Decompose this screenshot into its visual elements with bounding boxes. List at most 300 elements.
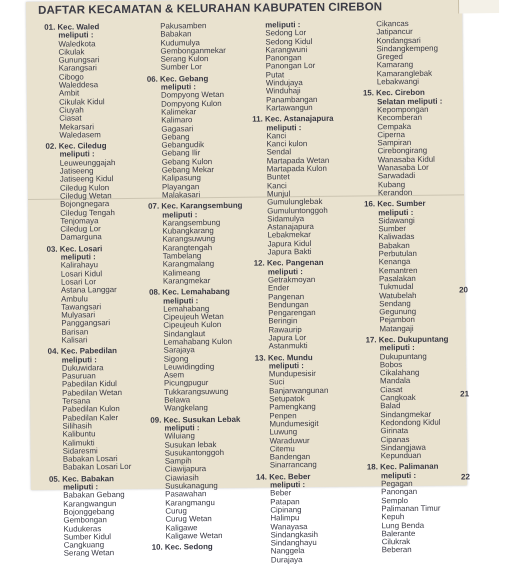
kelurahan-item: Cipeujeuh Wetan bbox=[163, 312, 224, 322]
kelurahan-item: Sedong Kidul bbox=[265, 36, 313, 47]
kelurahan-item: Pasuruan bbox=[61, 371, 96, 381]
kelurahan-item: Winduhaji bbox=[265, 86, 301, 96]
kelurahan-item: Kepuh bbox=[381, 512, 405, 522]
kelurahan-item: Kanci kulon bbox=[266, 139, 308, 149]
column-1 bbox=[44, 23, 154, 562]
kelurahan-item: Leuweunggajah bbox=[59, 157, 116, 168]
kecamatan-name: Kec. Pangenan bbox=[266, 258, 324, 268]
kelurahan-item: Sedong Lor bbox=[265, 28, 307, 38]
kelurahan-item: Ciperna bbox=[377, 129, 406, 140]
kelurahan-item: Serang Wetan bbox=[63, 548, 115, 559]
kecamatan-name: Kec. Babakan bbox=[62, 473, 114, 484]
kelurahan-item: Dompyong Kulon bbox=[161, 98, 222, 109]
kelurahan-item: Kudukeras bbox=[63, 523, 102, 534]
kelurahan-item: Waraduwur bbox=[269, 435, 310, 446]
kelurahan-item: Serang Kulon bbox=[160, 54, 209, 64]
kelurahan-item: Gumulunglebak bbox=[267, 197, 323, 207]
kecamatan-number: 04. bbox=[47, 346, 59, 357]
kelurahan-item: Kenanga bbox=[378, 257, 411, 267]
kelurahan-item: Susukantonggoh bbox=[164, 447, 225, 458]
kelurahan-item: Penpen bbox=[269, 410, 297, 421]
kelurahan-item: Sumber Lor bbox=[160, 62, 202, 73]
kelurahan-item: Kamarang bbox=[376, 60, 414, 70]
document-title: DAFTAR KECAMATAN & KELURAHAN KABUPATEN CIREBON bbox=[38, 1, 383, 17]
kelurahan-item: Sidawangi bbox=[378, 215, 415, 226]
kecamatan-number: 06. bbox=[146, 74, 158, 84]
kelurahan-item: Karangsari bbox=[58, 63, 97, 74]
kelurahan-item: Kalipasung bbox=[161, 173, 201, 183]
kelurahan-item: Mulyasari bbox=[61, 310, 96, 320]
kelurahan-item: Cempaka bbox=[377, 121, 412, 131]
kecamatan-name: Kec. Waled bbox=[57, 22, 100, 32]
kelurahan-item: Ciawiasih bbox=[164, 472, 199, 483]
kelurahan-item: Cikulak Kidul bbox=[59, 96, 105, 107]
kecamatan-number: 07. bbox=[148, 201, 160, 211]
kelurahan-item: Malakasari bbox=[161, 190, 201, 200]
kelurahan-item: Gebangudik bbox=[161, 140, 205, 150]
kelurahan-item: Jatiseeng bbox=[59, 166, 94, 176]
kelurahan-item: Jatipancur bbox=[376, 27, 413, 37]
kelurahan-item: Babakan bbox=[378, 240, 410, 251]
kelurahan-item: Citemu bbox=[269, 444, 295, 454]
kelurahan-item: Kepompongan bbox=[377, 104, 429, 115]
kecamatan-number: 03. bbox=[46, 244, 58, 254]
meliputi-label: meliputi : bbox=[270, 480, 306, 490]
kelurahan-item: Cikancas bbox=[376, 18, 409, 29]
kelurahan-item: Getrakmoyan bbox=[267, 274, 316, 285]
meliputi-label: meliputi : bbox=[268, 360, 304, 371]
kelurahan-item: Panggangsari bbox=[61, 318, 111, 329]
kelurahan-item: Gebang Ilir bbox=[161, 148, 201, 159]
kelurahan-item: Kartawangun bbox=[266, 102, 313, 113]
kelurahan-item: Nanggela bbox=[270, 546, 305, 556]
kecamatan-number: 11. bbox=[252, 114, 263, 124]
kelurahan-item: Sigong bbox=[163, 353, 189, 364]
kecamatan-entry bbox=[147, 74, 256, 200]
kelurahan-item: Setupatok bbox=[269, 394, 305, 404]
kelurahan-item: Lemahabang Kulon bbox=[163, 336, 233, 347]
kelurahan-item: Pejambon bbox=[379, 315, 415, 325]
kelurahan-item: Gembongan bbox=[63, 515, 107, 525]
kelurahan-item: Palimanan Timur bbox=[381, 503, 441, 514]
kelurahan-item: Sampih bbox=[164, 456, 192, 466]
meliputi-label: meliputi : bbox=[164, 423, 200, 433]
kelurahan-item: Putat bbox=[265, 70, 285, 80]
kelurahan-item: Kaliwadas bbox=[378, 232, 415, 242]
kelurahan-item: Ciuyah bbox=[59, 105, 84, 115]
kelurahan-item: Cibogo bbox=[58, 72, 84, 82]
column-3 bbox=[251, 21, 365, 568]
kelurahan-item: Lemahabang bbox=[163, 303, 210, 314]
kelurahan-item: Tenjomaya bbox=[60, 216, 99, 226]
meliputi-label: meliputi : bbox=[63, 482, 99, 492]
kecamatan-name: Kec. Karangsembung bbox=[161, 200, 243, 211]
kecamatan-entry bbox=[363, 89, 466, 198]
kelurahan-item: Watubelah bbox=[379, 290, 417, 300]
kecamatan-number: 08. bbox=[149, 287, 161, 297]
kelurahan-item: Kaligawe Wetan bbox=[165, 530, 223, 541]
kelurahan-item: Pabedilan Kulon bbox=[62, 404, 120, 415]
meliputi-label: meliputi : bbox=[162, 209, 198, 220]
kelurahan-item: Pamengkang bbox=[269, 402, 316, 412]
kelurahan-item: Karangmalang bbox=[162, 259, 215, 269]
kelurahan-item: Losari Lor bbox=[60, 277, 97, 287]
kelurahan-item: Karangwangun bbox=[63, 498, 117, 509]
kelurahan-item: Kalimaro bbox=[161, 115, 193, 125]
kelurahan-item: Sendal bbox=[266, 147, 292, 157]
kelurahan-item: Kalimeang bbox=[162, 267, 201, 278]
kelurahan-item: Beber bbox=[270, 488, 292, 498]
kelurahan-item: Bojongnegara bbox=[60, 199, 110, 209]
kelurahan-item: Playangan bbox=[161, 181, 200, 192]
kelurahan-item: Cangkuang bbox=[63, 540, 105, 550]
kelurahan-item: Sidamulya bbox=[267, 213, 305, 224]
kelurahan-item: Kudumulya bbox=[160, 37, 200, 48]
kelurahan-item: Gunungsari bbox=[58, 55, 100, 65]
kelurahan-item: Ciledug Kulon bbox=[59, 182, 110, 193]
kelurahan-item: Waleddesa bbox=[58, 80, 99, 90]
kelurahan-item: Lung Benda bbox=[381, 520, 425, 530]
kelurahan-item: Kalirahayu bbox=[60, 260, 99, 270]
kelurahan-item: Silihasih bbox=[62, 421, 92, 431]
meliputi-label: meliputi : bbox=[378, 207, 414, 217]
kelurahan-item: Pasalakan bbox=[378, 273, 416, 284]
kelurahan-item: Kubang bbox=[377, 179, 406, 189]
kelurahan-item: Kubangkarang bbox=[162, 226, 214, 236]
kelurahan-item: Wiluiang bbox=[164, 431, 195, 441]
kelurahan-item: Picungpugur bbox=[163, 378, 209, 389]
kecamatan-entry bbox=[366, 335, 469, 461]
meliputi-label: Selatan meliputi : bbox=[377, 96, 443, 107]
kelurahan-item: Cilukrak bbox=[381, 537, 411, 547]
kecamatan-number: 10. bbox=[151, 542, 163, 552]
kelurahan-item: Kecomberan bbox=[377, 113, 423, 123]
kecamatan-number: 15. bbox=[362, 88, 375, 98]
meliputi-label: meliputi : bbox=[266, 122, 302, 133]
kelurahan-item: Ambit bbox=[58, 88, 80, 99]
kelurahan-item: Halimpu bbox=[270, 513, 300, 523]
kecamatan-entry bbox=[256, 472, 365, 564]
kelurahan-item: Sarajaya bbox=[163, 345, 195, 355]
kecamatan-name: Kec. Lemahabang bbox=[162, 287, 230, 297]
kelurahan-item: Babakan Losari bbox=[62, 454, 118, 464]
kelurahan-item: Beberan bbox=[381, 545, 412, 555]
kelurahan-item: Martapada Wetan bbox=[266, 155, 330, 166]
kelurahan-item: Curug Wetan bbox=[165, 514, 212, 524]
kecamatan-name: Kec. Gebang bbox=[159, 73, 209, 84]
kelurahan-item: Sumber Kidul bbox=[63, 531, 112, 542]
kelurahan-item: Ciawijapura bbox=[164, 464, 207, 475]
kelurahan-item: Babakan Losari Lor bbox=[62, 462, 132, 473]
kelurahan-item: Susukan lebak bbox=[164, 439, 217, 450]
kecamatan-entry bbox=[49, 474, 154, 558]
meliputi-label: meliputi : bbox=[61, 354, 97, 365]
kelurahan-item: Mundupesisir bbox=[268, 369, 316, 379]
kelurahan-item: Luwung bbox=[269, 427, 298, 437]
kelurahan-item: Pabedilan Kidul bbox=[61, 379, 117, 390]
meliputi-label: meliputi : bbox=[160, 82, 197, 92]
kelurahan-item: Cipanas bbox=[380, 434, 410, 444]
kecamatan-entry bbox=[251, 21, 360, 113]
cut-off-number: 22 bbox=[460, 472, 470, 482]
kelurahan-item: Cikulak bbox=[58, 47, 85, 57]
kelurahan-item: Losari Kidul bbox=[60, 268, 103, 279]
kelurahan-item: Astanmukti bbox=[268, 341, 308, 351]
kelurahan-item: Ciasat bbox=[380, 384, 403, 395]
kelurahan-item: Ciledug Wetan bbox=[59, 191, 112, 201]
kelurahan-item: Bendungan bbox=[268, 299, 309, 310]
kelurahan-item: Dompyong Wetan bbox=[160, 90, 225, 100]
kelurahan-item: Kedondong Kidul bbox=[380, 417, 441, 428]
kecamatan-number: 01. bbox=[44, 22, 56, 32]
kelurahan-item: Japura Lor bbox=[268, 333, 307, 343]
kelurahan-item: Sindangkasih bbox=[270, 529, 319, 540]
kelurahan-item: Cirebongirang bbox=[377, 146, 428, 156]
kelurahan-item: Kepunduan bbox=[380, 451, 422, 461]
kecamatan-name: Kec. Losari bbox=[59, 243, 103, 254]
kelurahan-item: Kaligawe bbox=[165, 522, 198, 533]
kelurahan-item: Perbutulan bbox=[378, 248, 417, 259]
kelurahan-item: Wanasaba Kidul bbox=[377, 154, 435, 165]
kelurahan-item: Tukkarangsuwung bbox=[164, 386, 229, 397]
kelurahan-item: Waledasem bbox=[59, 130, 101, 140]
kecamatan-entry bbox=[252, 115, 361, 257]
column-4 bbox=[362, 19, 470, 558]
kelurahan-item: Damarguna bbox=[60, 232, 102, 243]
kecamatan-entry bbox=[47, 244, 152, 345]
kelurahan-item: Japura Bakti bbox=[267, 247, 312, 257]
kecamatan-name: Kec. Mundu bbox=[267, 352, 313, 363]
kelurahan-item: Wangkelang bbox=[164, 403, 208, 413]
kelurahan-item: Kanci bbox=[266, 131, 287, 141]
kelurahan-item: Cikalahang bbox=[379, 368, 420, 378]
kelurahan-item: Karangtengah bbox=[162, 242, 213, 253]
kelurahan-item: Sindanglaut bbox=[163, 328, 206, 339]
kelurahan-item: Ciledug Tengah bbox=[60, 207, 115, 218]
kecamatan-name: Kec. Beber bbox=[269, 471, 311, 482]
document-sheet bbox=[26, 0, 470, 565]
kecamatan-entry bbox=[367, 463, 470, 555]
kelurahan-item: Kalibuntu bbox=[62, 429, 96, 439]
kelurahan-item: Durajaya bbox=[270, 554, 303, 565]
kelurahan-item: Ciasat bbox=[59, 113, 82, 123]
kelurahan-item: Balad bbox=[380, 401, 401, 411]
kelurahan-item: Martapada Kulon bbox=[266, 163, 327, 174]
kecamatan-entry bbox=[45, 142, 150, 243]
kelurahan-item: Pangenan bbox=[268, 291, 305, 301]
kecamatan-entry bbox=[48, 347, 153, 473]
meliputi-label: meliputi : bbox=[265, 20, 301, 30]
kecamatan-name: Kec. Sumber bbox=[377, 199, 426, 209]
kecamatan-name: Kec. Ciledug bbox=[58, 141, 107, 151]
kelurahan-item: Mekarsari bbox=[59, 121, 94, 132]
kelurahan-item: Dukuwidara bbox=[61, 363, 104, 373]
kelurahan-item: Girinata bbox=[380, 426, 409, 436]
kelurahan-item: Pasawahan bbox=[165, 489, 207, 499]
kelurahan-item: Sindanghayu bbox=[270, 538, 317, 548]
column-2 bbox=[146, 22, 260, 556]
kelurahan-item: Windujaya bbox=[265, 78, 303, 88]
kelurahan-item: Gebang bbox=[161, 132, 190, 142]
kelurahan-item: Ender bbox=[267, 283, 290, 293]
kelurahan-item: Lebakwangi bbox=[376, 76, 420, 87]
kelurahan-item: Jatiseeng Kidul bbox=[59, 174, 114, 184]
cut-off-number: 21 bbox=[460, 389, 470, 399]
kelurahan-item: Sidaresmi bbox=[62, 446, 98, 456]
kecamatan-entry bbox=[146, 22, 255, 73]
kelurahan-item: Buntet bbox=[266, 172, 290, 182]
kelurahan-item: Panambangan bbox=[265, 94, 318, 105]
kelurahan-item: Babakan bbox=[160, 29, 192, 39]
kecamatan-entry bbox=[150, 415, 259, 541]
kecamatan-number: 02. bbox=[45, 141, 57, 151]
kelurahan-item: Pabedilan Wetan bbox=[62, 387, 123, 398]
meliputi-label: meliputi : bbox=[60, 252, 96, 262]
kelurahan-item: Mundumesigit bbox=[269, 418, 319, 429]
kelurahan-item: Kondangsari bbox=[376, 35, 421, 45]
kecamatan-name: Kec. Cirebon bbox=[376, 88, 425, 98]
kecamatan-entry bbox=[149, 288, 258, 414]
kelurahan-item: Sendang bbox=[379, 298, 411, 309]
kelurahan-item: Bandengan bbox=[269, 452, 311, 462]
kelurahan-item: Gegunung bbox=[379, 307, 417, 317]
kelurahan-item: Pegagan bbox=[381, 479, 413, 489]
kelurahan-item: Babakan Gebang bbox=[63, 490, 125, 500]
kelurahan-item: Belawa bbox=[164, 395, 191, 405]
kelurahan-item: Panongan Lor bbox=[265, 61, 316, 71]
kecamatan-entry bbox=[364, 200, 467, 334]
kecamatan-entry bbox=[362, 19, 465, 86]
kelurahan-item: Munjul bbox=[266, 189, 291, 199]
kecamatan-entry bbox=[254, 259, 363, 351]
meliputi-label: meliputi : bbox=[380, 470, 417, 481]
kelurahan-item: Kerandon bbox=[377, 187, 413, 198]
kelurahan-item: Sumber bbox=[378, 224, 407, 234]
kelurahan-item: Ciledug Lor bbox=[60, 224, 101, 234]
kelurahan-item: Kalimekar bbox=[161, 107, 197, 117]
kelurahan-item: Bobos bbox=[379, 359, 403, 370]
kelurahan-item: Kalisari bbox=[61, 335, 88, 345]
kelurahan-item: Kamaranglebak bbox=[376, 68, 433, 79]
kelurahan-item: Beringin bbox=[268, 316, 298, 326]
kecamatan-number: 18. bbox=[366, 462, 378, 472]
kelurahan-item: Kalimukti bbox=[62, 437, 95, 448]
kelurahan-item: Leuwidingding bbox=[163, 361, 215, 372]
kelurahan-item: Gumuluntonggoh bbox=[267, 205, 328, 216]
kelurahan-item: Karangmangu bbox=[165, 497, 215, 508]
kelurahan-item: Karangsuwung bbox=[162, 234, 216, 245]
kelurahan-item: Kanci bbox=[266, 180, 287, 191]
kecamatan-name: Kec. Sedong bbox=[164, 542, 213, 552]
kelurahan-item: Gebang Mekar bbox=[161, 165, 215, 175]
meliputi-label: meliputi : bbox=[59, 149, 95, 160]
kelurahan-item: Pabedilan Kaler bbox=[62, 412, 119, 423]
kelurahan-item: Karangwuni bbox=[265, 44, 308, 55]
kelurahan-item: Kemantren bbox=[378, 265, 418, 275]
kelurahan-item: Waledkota bbox=[58, 38, 96, 49]
kelurahan-item: Sinarrancang bbox=[269, 460, 317, 470]
meliputi-label: meliputi : bbox=[58, 30, 94, 40]
kelurahan-item: Patapan bbox=[270, 496, 300, 507]
kecamatan-number: 16. bbox=[364, 199, 376, 209]
kecamatan-name: Kec. Pabedilan bbox=[60, 346, 118, 356]
kelurahan-item: Lebakmekar bbox=[267, 230, 311, 240]
kelurahan-item: Mandala bbox=[379, 376, 411, 386]
meliputi-label: meliputi : bbox=[267, 266, 303, 277]
kelurahan-item: Karangmekar bbox=[162, 275, 211, 286]
kelurahan-item: Suci bbox=[268, 377, 285, 387]
kecamatan-name: Kec. Dukupuntang bbox=[378, 334, 449, 345]
kelurahan-item: Tawangsari bbox=[61, 302, 102, 312]
kelurahan-item: Ambulu bbox=[61, 293, 88, 304]
meliputi-label: meliputi : bbox=[163, 295, 199, 306]
kelurahan-item: Bojonggebang bbox=[63, 507, 115, 517]
kecamatan-entry bbox=[255, 353, 364, 470]
kecamatan-number: 09. bbox=[150, 415, 162, 425]
kecamatan-entry bbox=[44, 23, 149, 140]
kecamatan-number: 13. bbox=[254, 353, 266, 363]
kelurahan-item: Astanajapura bbox=[267, 222, 314, 232]
kecamatan-entry bbox=[152, 543, 260, 552]
kelurahan-item: Cipinang bbox=[270, 505, 302, 515]
kelurahan-item: Sarwadadi bbox=[377, 171, 416, 181]
kelurahan-item: Cangkoak bbox=[380, 393, 416, 403]
kelurahan-item: Semplo bbox=[381, 495, 409, 505]
kelurahan-item: Panongan bbox=[381, 487, 418, 497]
kelurahan-item: Panongan bbox=[265, 53, 302, 63]
kelurahan-item: Sampiran bbox=[377, 138, 412, 148]
kelurahan-item: Sindangjawa bbox=[380, 442, 426, 453]
meliputi-label: meliputi : bbox=[379, 343, 415, 353]
kelurahan-item: Tukmudal bbox=[378, 282, 414, 292]
kecamatan-name: Kec. Susukan Lebak bbox=[163, 414, 241, 425]
kecamatan-entry bbox=[148, 202, 257, 286]
kelurahan-item: Tambelang bbox=[162, 251, 202, 261]
kelurahan-item: Gembonganmekar bbox=[160, 45, 226, 56]
cut-off-number: 20 bbox=[458, 285, 468, 295]
kelurahan-item: Pakusamben bbox=[160, 21, 207, 31]
kelurahan-item: Tersana bbox=[62, 396, 91, 406]
kelurahan-item: Balerante bbox=[381, 528, 416, 539]
kecamatan-number: 12. bbox=[253, 258, 265, 268]
kelurahan-item: Sindangmekar bbox=[380, 409, 432, 419]
kecamatan-name: Kec. Astanajapura bbox=[264, 114, 334, 124]
kelurahan-item: Asem bbox=[163, 370, 185, 380]
kecamatan-number: 14. bbox=[255, 472, 268, 482]
kelurahan-item: Astana Langgar bbox=[60, 285, 117, 295]
kelurahan-item: Karangsembung bbox=[162, 217, 221, 228]
paper-corner-tear bbox=[458, 0, 499, 13]
kelurahan-item: Gebang Kulon bbox=[161, 156, 213, 167]
kelurahan-item: Matangaji bbox=[379, 323, 414, 334]
kecamatan-name: Kec. Palimanan bbox=[380, 462, 439, 472]
kelurahan-item: Banjarwangunan bbox=[269, 385, 329, 396]
kelurahan-item: Japura Kidul bbox=[267, 238, 312, 249]
kecamatan-number: 17. bbox=[365, 335, 377, 345]
kelurahan-item: Sindangkempeng bbox=[376, 43, 438, 54]
kelurahan-item: Dukupuntang bbox=[379, 351, 427, 361]
kelurahan-item: Rawaurip bbox=[268, 324, 302, 335]
kelurahan-item: Barisan bbox=[61, 327, 89, 337]
kelurahan-item: Gagasari bbox=[161, 123, 194, 134]
kecamatan-number: 05. bbox=[48, 474, 61, 484]
kecamatan-heading bbox=[152, 543, 260, 552]
kelurahan-item: Wanayasa bbox=[270, 521, 308, 531]
kelurahan-item: Greged bbox=[376, 52, 403, 62]
kelurahan-item: Curug bbox=[165, 506, 187, 516]
kelurahan-item: Wanasaba Lor bbox=[377, 162, 429, 173]
kelurahan-item: Pengarengan bbox=[268, 308, 316, 318]
